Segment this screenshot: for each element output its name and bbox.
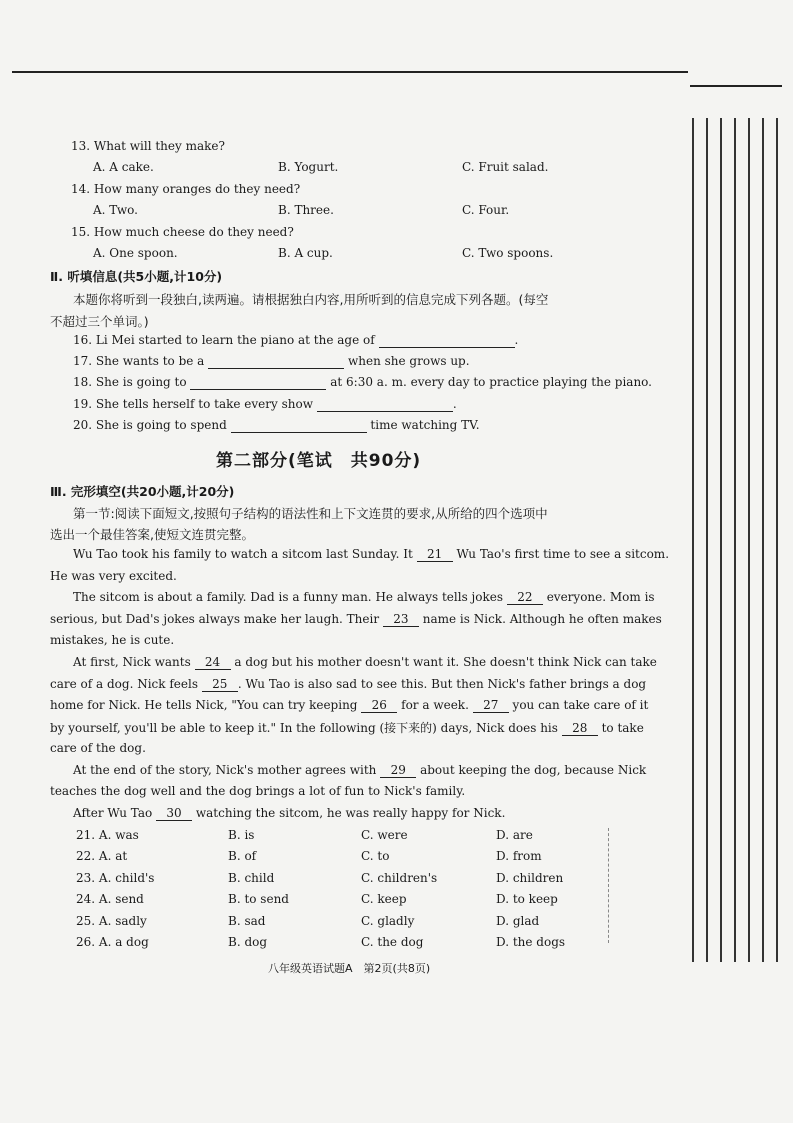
question-17-end: when she grows up.	[347, 354, 470, 368]
option-23a: 23. A. child's	[76, 871, 155, 885]
binding-line	[776, 118, 778, 962]
answer-blank-16[interactable]	[379, 333, 515, 348]
section-2-instructions-cont: 不超过三个单词。)	[50, 314, 149, 329]
passage-line: care of the dog.	[50, 741, 146, 755]
option-13c: C. Fruit salad.	[462, 160, 549, 174]
binding-line	[720, 118, 722, 962]
passage-text: At the end of the story, Nick's mother agrees with	[73, 763, 377, 777]
passage-text: everyone. Mom is	[546, 590, 655, 604]
option-13b: B. Yogurt.	[278, 160, 339, 174]
option-15b: B. A cup.	[278, 246, 333, 260]
option-22d: D. from	[496, 849, 542, 863]
passage-text: about keeping the dog, because Nick	[420, 763, 647, 777]
passage-text: for a week.	[401, 698, 469, 712]
answer-blank-19[interactable]	[317, 397, 453, 412]
question-16	[73, 333, 518, 348]
question-20	[73, 418, 480, 433]
option-14c: C. Four.	[462, 203, 510, 217]
question-19-end: .	[452, 397, 457, 411]
option-21a: 21. A. was	[76, 828, 139, 842]
option-26b: B. dog	[228, 935, 268, 949]
option-14b: B. Three.	[278, 203, 334, 217]
passage-text: care of a dog. Nick feels	[50, 677, 198, 691]
binding-line	[748, 118, 750, 962]
binding-line	[692, 118, 694, 962]
option-21c: C. were	[361, 828, 408, 842]
section-3-instructions: 第一节:阅读下面短文,按照句子结构的语法性和上下文连贯的要求,从所给的四个选项中	[73, 506, 548, 521]
passage-line	[50, 698, 648, 713]
passage-line	[73, 806, 505, 821]
question-20-text: 20. She is going to spend	[73, 418, 227, 432]
passage-line	[73, 763, 646, 778]
passage-line	[50, 612, 662, 627]
question-15: 15. How much cheese do they need?	[71, 225, 294, 239]
passage-text: name is Nick. Although he often makes	[422, 612, 662, 626]
option-26a: 26. A. a dog	[76, 935, 149, 949]
passage-text: you can take care of it	[512, 698, 649, 712]
passage-line	[73, 547, 669, 562]
passage-line: mistakes, he is cute.	[50, 633, 175, 647]
binding-line	[734, 118, 736, 962]
cloze-blank-21[interactable]: 21	[417, 547, 453, 562]
option-22a: 22. A. at	[76, 849, 128, 863]
cloze-blank-30[interactable]: 30	[156, 806, 192, 821]
option-21d: D. are	[496, 828, 533, 842]
passage-text: . Wu Tao is also sad to see this. But then Nick's father brings a dog	[237, 677, 647, 691]
option-25d: D. glad	[496, 914, 540, 928]
passage-text: serious, but Dad's jokes always make her laugh. Their	[50, 612, 380, 626]
passage-text: to take	[601, 721, 644, 735]
option-25a: 25. A. sadly	[76, 914, 147, 928]
passage-line	[73, 655, 657, 670]
option-15a: A. One spoon.	[93, 246, 178, 260]
question-19	[73, 397, 457, 412]
cloze-blank-29[interactable]: 29	[380, 763, 416, 778]
passage-text: watching the sitcom, he was really happy for Nick.	[195, 806, 506, 820]
question-14: 14. How many oranges do they need?	[71, 182, 301, 196]
binding-line	[762, 118, 764, 962]
option-26d: D. the dogs	[496, 935, 566, 949]
option-22c: C. to	[361, 849, 390, 863]
cloze-blank-25[interactable]: 25	[202, 677, 238, 692]
passage-line	[50, 719, 644, 736]
question-18	[73, 375, 652, 390]
passage-line: He was very excited.	[50, 569, 177, 583]
cloze-blank-23[interactable]: 23	[383, 612, 419, 627]
option-24b: B. to send	[228, 892, 289, 906]
option-15c: C. Two spoons.	[462, 246, 554, 260]
option-23c: C. children's	[361, 871, 438, 885]
passage-text: by yourself, you'll be able to keep it." In the following (接下来的) days, Nick does his	[50, 721, 558, 735]
cloze-blank-26[interactable]: 26	[361, 698, 397, 713]
option-24c: C. keep	[361, 892, 407, 906]
option-21b: B. is	[228, 828, 255, 842]
binding-line	[706, 118, 708, 962]
passage-text: a dog but his mother doesn't want it. She doesn't think Nick can take	[234, 655, 657, 669]
passage-text: home for Nick. He tells Nick, "You can try keeping	[50, 698, 358, 712]
option-23d: D. children	[496, 871, 564, 885]
answer-blank-17[interactable]	[208, 354, 344, 369]
option-25c: C. gladly	[361, 914, 415, 928]
option-26c: C. the dog	[361, 935, 424, 949]
part-2-title: 第二部分(笔试 共90分)	[216, 451, 422, 471]
answer-blank-18[interactable]	[190, 375, 326, 390]
question-17	[73, 354, 470, 369]
question-17-text: 17. She wants to be a	[73, 354, 205, 368]
option-14a: A. Two.	[93, 203, 138, 217]
passage-line: teaches the dog well and the dog brings a lot of fun to Nick's family.	[50, 784, 466, 798]
cloze-blank-24[interactable]: 24	[195, 655, 231, 670]
passage-line	[50, 677, 646, 692]
section-2-instructions: 本题你将听到一段独白,读两遍。请根据独白内容,用所听到的信息完成下列各题。(每空	[73, 292, 549, 307]
passage-text: After Wu Tao	[73, 806, 153, 820]
cloze-blank-27[interactable]: 27	[473, 698, 509, 713]
question-20-end: time watching TV.	[370, 418, 480, 432]
option-13a: A. A cake.	[93, 160, 154, 174]
question-16-text: 16. Li Mei started to learn the piano at the age of	[73, 333, 375, 347]
question-18-end: at 6:30 a. m. every day to practice playing the piano.	[330, 375, 652, 389]
passage-text: Wu Tao took his family to watch a sitcom last Sunday. It	[73, 547, 413, 561]
passage-text: Wu Tao's first time to see a sitcom.	[456, 547, 670, 561]
passage-text: At first, Nick wants	[73, 655, 191, 669]
question-19-text: 19. She tells herself to take every show	[73, 397, 313, 411]
section-3-title: Ⅲ. 完形填空(共20小题,计20分)	[50, 484, 235, 499]
top-rule	[12, 71, 688, 73]
question-18-text: 18. She is going to	[73, 375, 187, 389]
question-13: 13. What will they make?	[71, 139, 225, 153]
passage-text: The sitcom is about a family. Dad is a funny man. He always tells jokes	[73, 590, 504, 604]
cloze-blank-28[interactable]: 28	[562, 721, 598, 736]
binding-rule	[690, 85, 782, 87]
section-3-instructions-cont: 选出一个最佳答案,使短文连贯完整。	[50, 527, 254, 542]
section-2-title: Ⅱ. 听填信息(共5小题,计10分)	[50, 269, 223, 284]
option-24d: D. to keep	[496, 892, 558, 906]
answer-blank-20[interactable]	[231, 418, 367, 433]
options-border	[608, 828, 609, 943]
cloze-blank-22[interactable]: 22	[507, 590, 543, 605]
option-24a: 24. A. send	[76, 892, 144, 906]
option-25b: B. sad	[228, 914, 266, 928]
question-16-end: .	[514, 333, 519, 347]
passage-line	[73, 590, 655, 605]
option-23b: B. child	[228, 871, 275, 885]
option-22b: B. of	[228, 849, 257, 863]
page-footer: 八年级英语试题A 第2页(共8页)	[268, 962, 431, 975]
